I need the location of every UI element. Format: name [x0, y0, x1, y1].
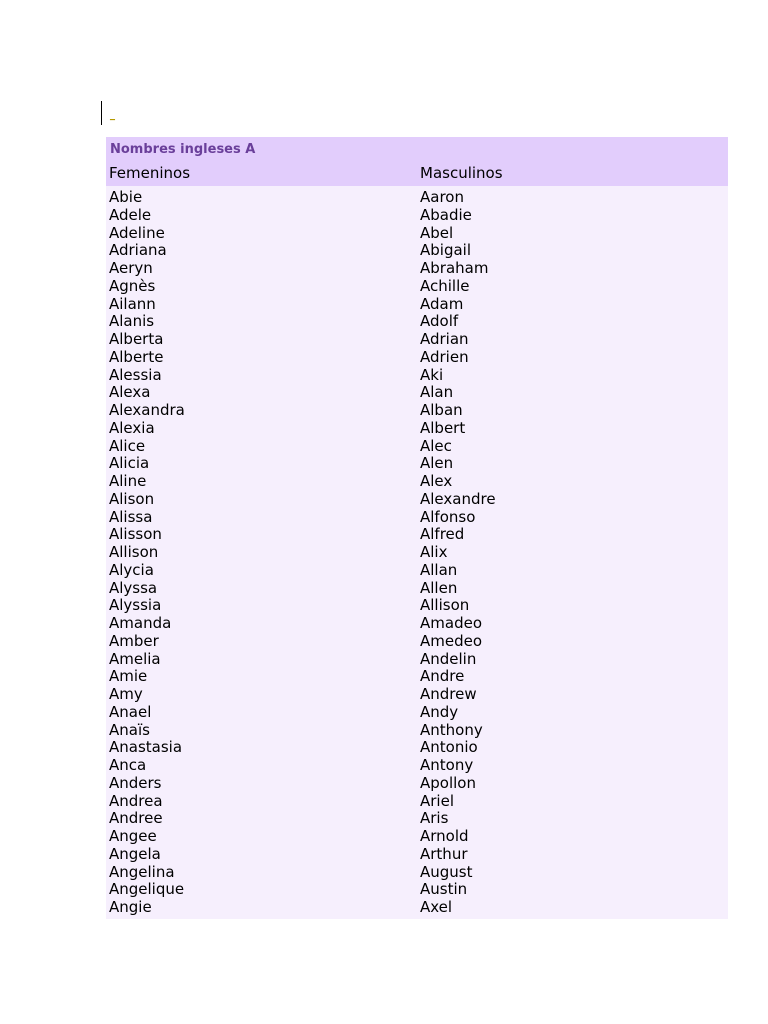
male-name-cell: Abigail: [420, 241, 471, 260]
male-name-cell: Alexandre: [420, 489, 496, 508]
female-name-cell: Alycia: [109, 560, 154, 579]
table-row: [106, 278, 728, 296]
female-name-cell: Alicia: [109, 454, 150, 473]
female-name-cell: Alberte: [109, 347, 164, 366]
table-row: [106, 509, 728, 527]
female-name-cell: Anaïs: [109, 720, 150, 739]
table-row: [106, 455, 728, 473]
male-name-cell: Amadeo: [420, 614, 482, 632]
male-name-cell: Alex: [420, 472, 453, 490]
table-row: [106, 775, 728, 793]
female-name-cell: Alberta: [109, 330, 164, 348]
male-name-cell: Arnold: [420, 827, 469, 845]
male-name-cell: Andelin: [420, 649, 477, 668]
female-name-cell: Amy: [109, 685, 143, 703]
female-name-cell: Angee: [109, 827, 157, 845]
female-name-cell: Anael: [109, 702, 152, 721]
link-mark[interactable]: _: [110, 110, 115, 121]
table-row: [106, 810, 728, 828]
table-row: [106, 526, 728, 544]
table-row: [106, 686, 728, 704]
male-name-cell: Allen: [420, 578, 458, 597]
table-row: [106, 260, 728, 278]
table-row: [106, 881, 728, 899]
male-name-cell: Alen: [420, 454, 454, 473]
table-row: [106, 242, 728, 260]
female-name-cell: Alexa: [109, 383, 151, 402]
male-name-cell: Aki: [420, 365, 444, 384]
female-name-cell: Alessia: [109, 365, 162, 384]
female-name-cell: Adriana: [109, 241, 167, 260]
table-row: [106, 207, 728, 225]
male-name-cell: Anthony: [420, 720, 483, 739]
male-name-cell: Antony: [420, 756, 474, 774]
male-name-cell: Apollon: [420, 773, 476, 792]
male-name-cell: August: [420, 862, 473, 881]
male-name-cell: Andrew: [420, 685, 477, 703]
male-name-cell: Achille: [420, 276, 470, 295]
male-name-cell: Alec: [420, 436, 452, 455]
table-row: [106, 491, 728, 509]
female-name-cell: Amanda: [109, 614, 172, 632]
female-name-cell: Amber: [109, 631, 159, 650]
table-row: [106, 633, 728, 651]
table-title: Nombres ingleses A: [110, 142, 256, 157]
female-name-cell: Aeryn: [109, 259, 153, 277]
table-row: [106, 739, 728, 757]
table-header: [106, 137, 728, 186]
table-row: [106, 846, 728, 864]
male-name-cell: Albert: [420, 418, 466, 437]
male-name-cell: Adam: [420, 294, 464, 313]
female-name-cell: Alissa: [109, 507, 153, 526]
female-name-cell: Angie: [109, 898, 152, 916]
table-row: [106, 864, 728, 882]
male-name-cell: Aris: [420, 809, 449, 828]
female-name-cell: Agnès: [109, 276, 156, 295]
male-name-cell: Andre: [420, 667, 465, 686]
text-cursor: [101, 101, 102, 125]
male-name-cell: Andy: [420, 702, 459, 721]
female-name-cell: Alyssia: [109, 596, 162, 615]
female-name-cell: Anders: [109, 773, 162, 792]
table-row: [106, 615, 728, 633]
female-name-cell: Alexia: [109, 418, 155, 437]
table-row: [106, 722, 728, 740]
table-row: [106, 296, 728, 314]
male-name-cell: Alan: [420, 383, 454, 402]
table-row: [106, 668, 728, 686]
column-header-male: Masculinos: [420, 164, 503, 182]
table-row: [106, 544, 728, 562]
male-name-cell: Ariel: [420, 791, 454, 810]
female-name-cell: Adele: [109, 205, 152, 224]
female-name-cell: Ailann: [109, 294, 156, 313]
column-header-female: Femeninos: [109, 164, 191, 182]
table-row: [106, 562, 728, 580]
names-table: [106, 137, 728, 919]
male-name-cell: Abadie: [420, 205, 472, 224]
male-name-cell: Abel: [420, 223, 454, 242]
female-name-cell: Andree: [109, 809, 163, 828]
male-name-cell: Alban: [420, 401, 463, 419]
table-row: [106, 313, 728, 331]
male-name-cell: Amedeo: [420, 631, 483, 650]
table-body: [106, 186, 728, 919]
male-name-cell: Allan: [420, 560, 458, 579]
female-name-cell: Alanis: [109, 312, 155, 331]
table-row: [106, 420, 728, 438]
table-row: [106, 597, 728, 615]
table-row: [106, 349, 728, 367]
table-row: [106, 189, 728, 207]
table-row: [106, 828, 728, 846]
table-row: [106, 367, 728, 385]
table-row: [106, 757, 728, 775]
female-name-cell: Alyssa: [109, 578, 158, 597]
male-name-cell: Adrien: [420, 347, 469, 366]
male-name-cell: Alfonso: [420, 507, 476, 526]
table-row: [106, 899, 728, 917]
male-name-cell: Abraham: [420, 259, 489, 277]
table-row: [106, 473, 728, 491]
female-name-cell: Amelia: [109, 649, 161, 668]
female-name-cell: Angelina: [109, 862, 175, 881]
female-name-cell: Amie: [109, 667, 148, 686]
male-name-cell: Axel: [420, 898, 453, 916]
male-name-cell: Adrian: [420, 330, 469, 348]
table-row: [106, 438, 728, 456]
male-name-cell: Alfred: [420, 525, 465, 544]
female-name-cell: Alison: [109, 489, 155, 508]
table-row: [106, 704, 728, 722]
male-name-cell: Adolf: [420, 312, 459, 331]
female-name-cell: Angela: [109, 844, 161, 863]
table-row: [106, 580, 728, 598]
female-name-cell: Allison: [109, 543, 159, 561]
male-name-cell: Arthur: [420, 844, 468, 863]
male-name-cell: Aaron: [420, 188, 464, 206]
female-name-cell: Andrea: [109, 791, 163, 810]
male-name-cell: Antonio: [420, 738, 478, 757]
male-name-cell: Austin: [420, 880, 468, 899]
female-name-cell: Abie: [109, 188, 143, 206]
female-name-cell: Adeline: [109, 223, 165, 242]
table-row: [106, 402, 728, 420]
female-name-cell: Alice: [109, 436, 146, 455]
female-name-cell: Anastasia: [109, 738, 183, 757]
table-row: [106, 225, 728, 243]
table-row: [106, 793, 728, 811]
female-name-cell: Alexandra: [109, 401, 185, 419]
female-name-cell: Alisson: [109, 525, 162, 544]
male-name-cell: Alix: [420, 543, 448, 561]
female-name-cell: Angelique: [109, 880, 185, 899]
female-name-cell: Aline: [109, 472, 147, 490]
table-row: [106, 384, 728, 402]
table-row: [106, 331, 728, 349]
table-row: [106, 651, 728, 669]
female-name-cell: Anca: [109, 756, 147, 774]
male-name-cell: Allison: [420, 596, 470, 615]
